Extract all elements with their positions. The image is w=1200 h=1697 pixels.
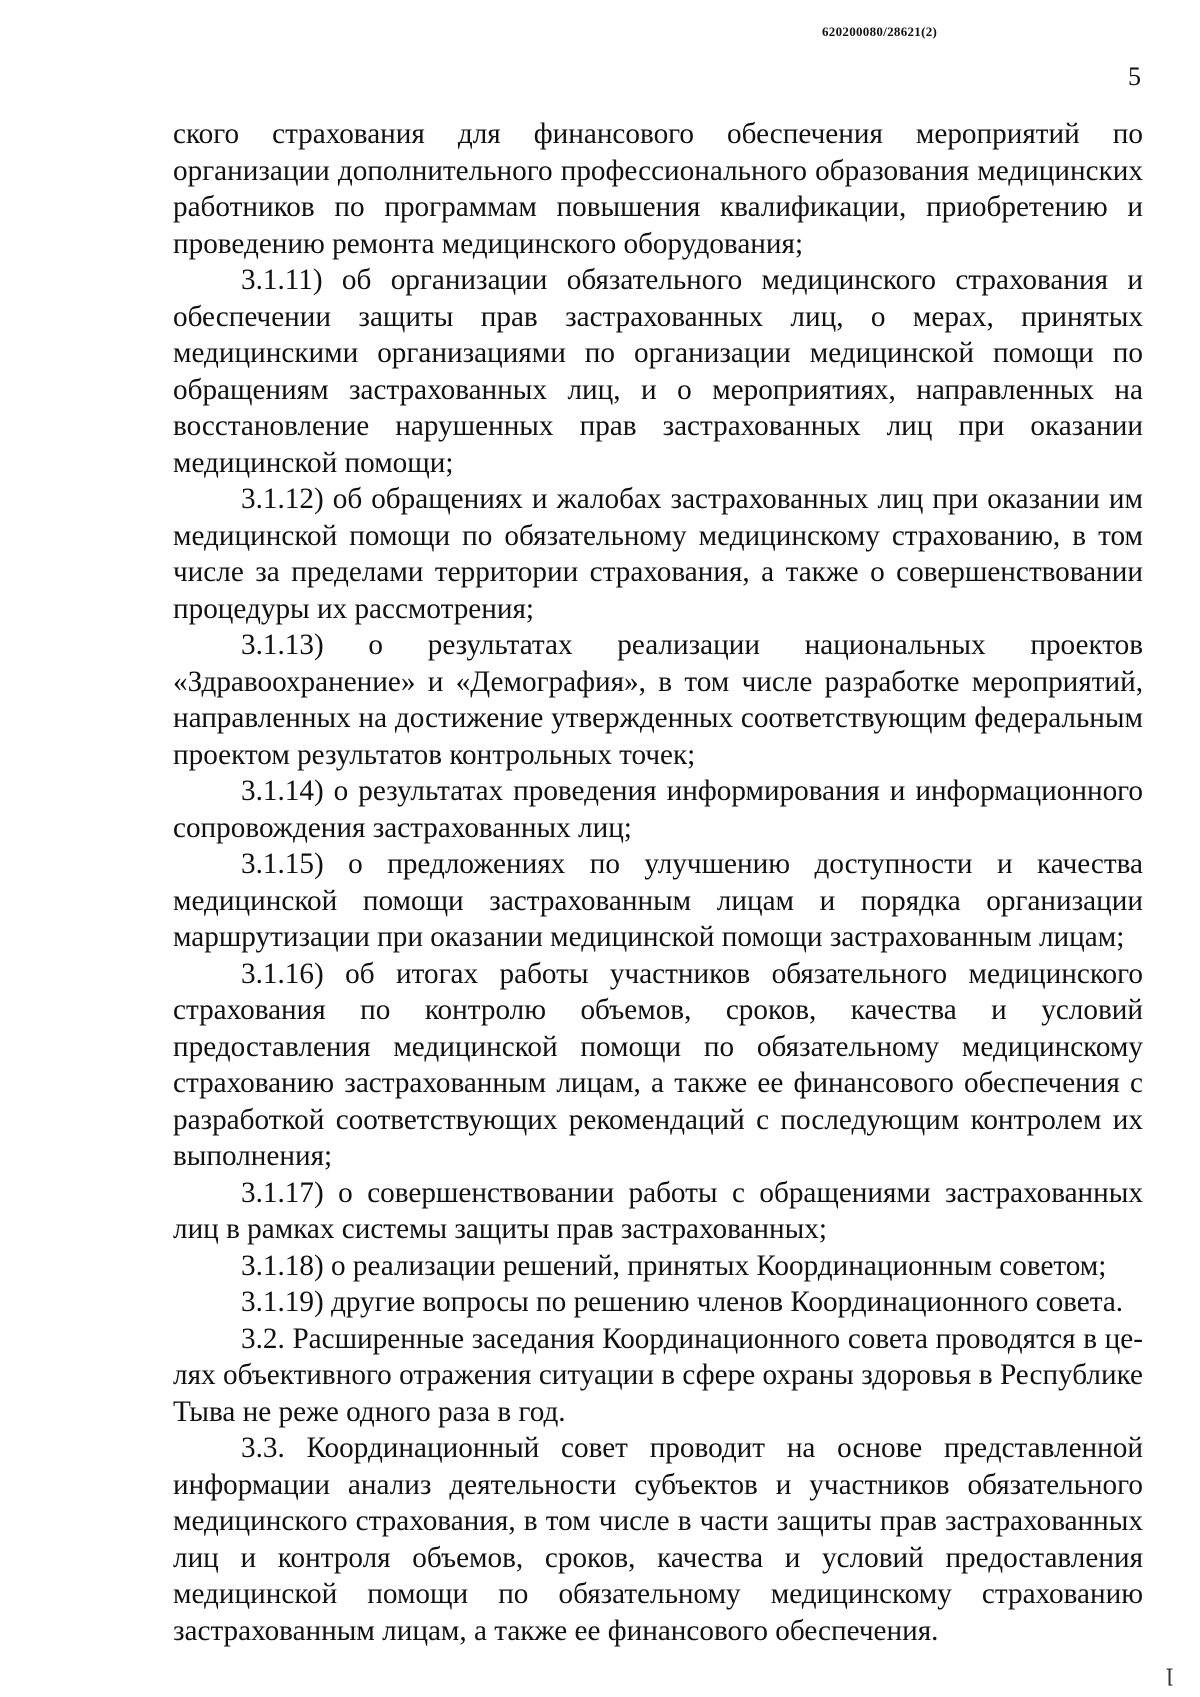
paragraph-3-1-18: 3.1.18) о реализации решений, принятых Координационным советом; — [241, 1249, 1107, 1282]
paragraph-3-2: 3.2. Расширенные заседания Координационного совета проводятся в целях объективного отражения ситуации в сфере охраны здоровья в Республике Тыва не реже одного раза в год. — [173, 1322, 1143, 1428]
paragraph-3-1-11: 3.1.11) об организации обязательного медицинского страхования и обеспечении защиты прав застрахованных лиц, о мерах, принятых медицинскими организациями по организации медицинской помощи по обращениям застрахованных лиц, и о мероприятиях, направленных на восстановление нарушенных прав застрахованных лиц при оказании медицинской помощи; — [173, 264, 1143, 479]
paragraph-3-1-19: 3.1.19) другие вопросы по решению членов Координационного совета. — [241, 1286, 1124, 1318]
paragraph-3-1-13: 3.1.13) о результатах реализации национальных проектов «Здравоохранение» и «Демография», в том числе разработке мероприятий, направленных на достижение утвержденных соответствующим федеральным проектом результатов контрольных точек; — [173, 629, 1143, 771]
paragraph-continuation: ского страхования для финансового обеспечения мероприятий по организации дополнительного профессионального образования медицинских работников по программам повышения квалификации, приобретению и проведению ремонта медицинского оборудования; — [173, 118, 1143, 260]
corner-mark: ꞁ — [1166, 1660, 1174, 1685]
paragraph-3-1-14: 3.1.14) о результатах проведения информирования и информационного сопровождения застрахованных лиц; — [173, 775, 1143, 844]
paragraph-3-3: 3.3. Координационный совет проводит на основе представленной информации анализ деятельности субъектов и участников обязательного медицинского страхования, в том числе в части защиты прав застрахованных лиц и контроля объемов, сроков, качества и условий предоставления медицинской помощи по обязательному медицинскому страхованию застрахованным лицам, а также ее финансового обеспечения. — [173, 1432, 1143, 1647]
document-body — [173, 116, 1143, 1649]
paragraph-3-1-12: 3.1.12) об обращениях и жалобах застрахованных лиц при оказании им медицинской помощи по обязательному медицинскому страхованию, в том числе за пределами территории страхования, а также о совершенствовании процедуры их рассмотрения; — [173, 483, 1143, 625]
document-number: 620200080/28621(2) — [822, 24, 938, 39]
page-number: 5 — [1128, 62, 1141, 91]
paragraph-3-1-16: 3.1.16) об итогах работы участников обязательного медицинского страхования по контролю объемов, сроков, качества и условий предоставления медицинской помощи по обязательному медицинскому страхованию застрахованным лицам, а также ее финансового обеспечения с разработкой соответствующих рекомендаций с последующим контролем их выполнения; — [173, 957, 1143, 1172]
paragraph-3-1-17: 3.1.17) о совершенствовании работы с обращениями застрахованных лиц в рамках системы защиты прав застрахованных; — [173, 1176, 1143, 1245]
paragraph-3-1-15: 3.1.15) о предложениях по улучшению доступности и качества медицинской помощи застрахованным лицам и порядка организации маршрутизации при оказании медицинской помощи застрахованным лицам; — [173, 848, 1143, 953]
